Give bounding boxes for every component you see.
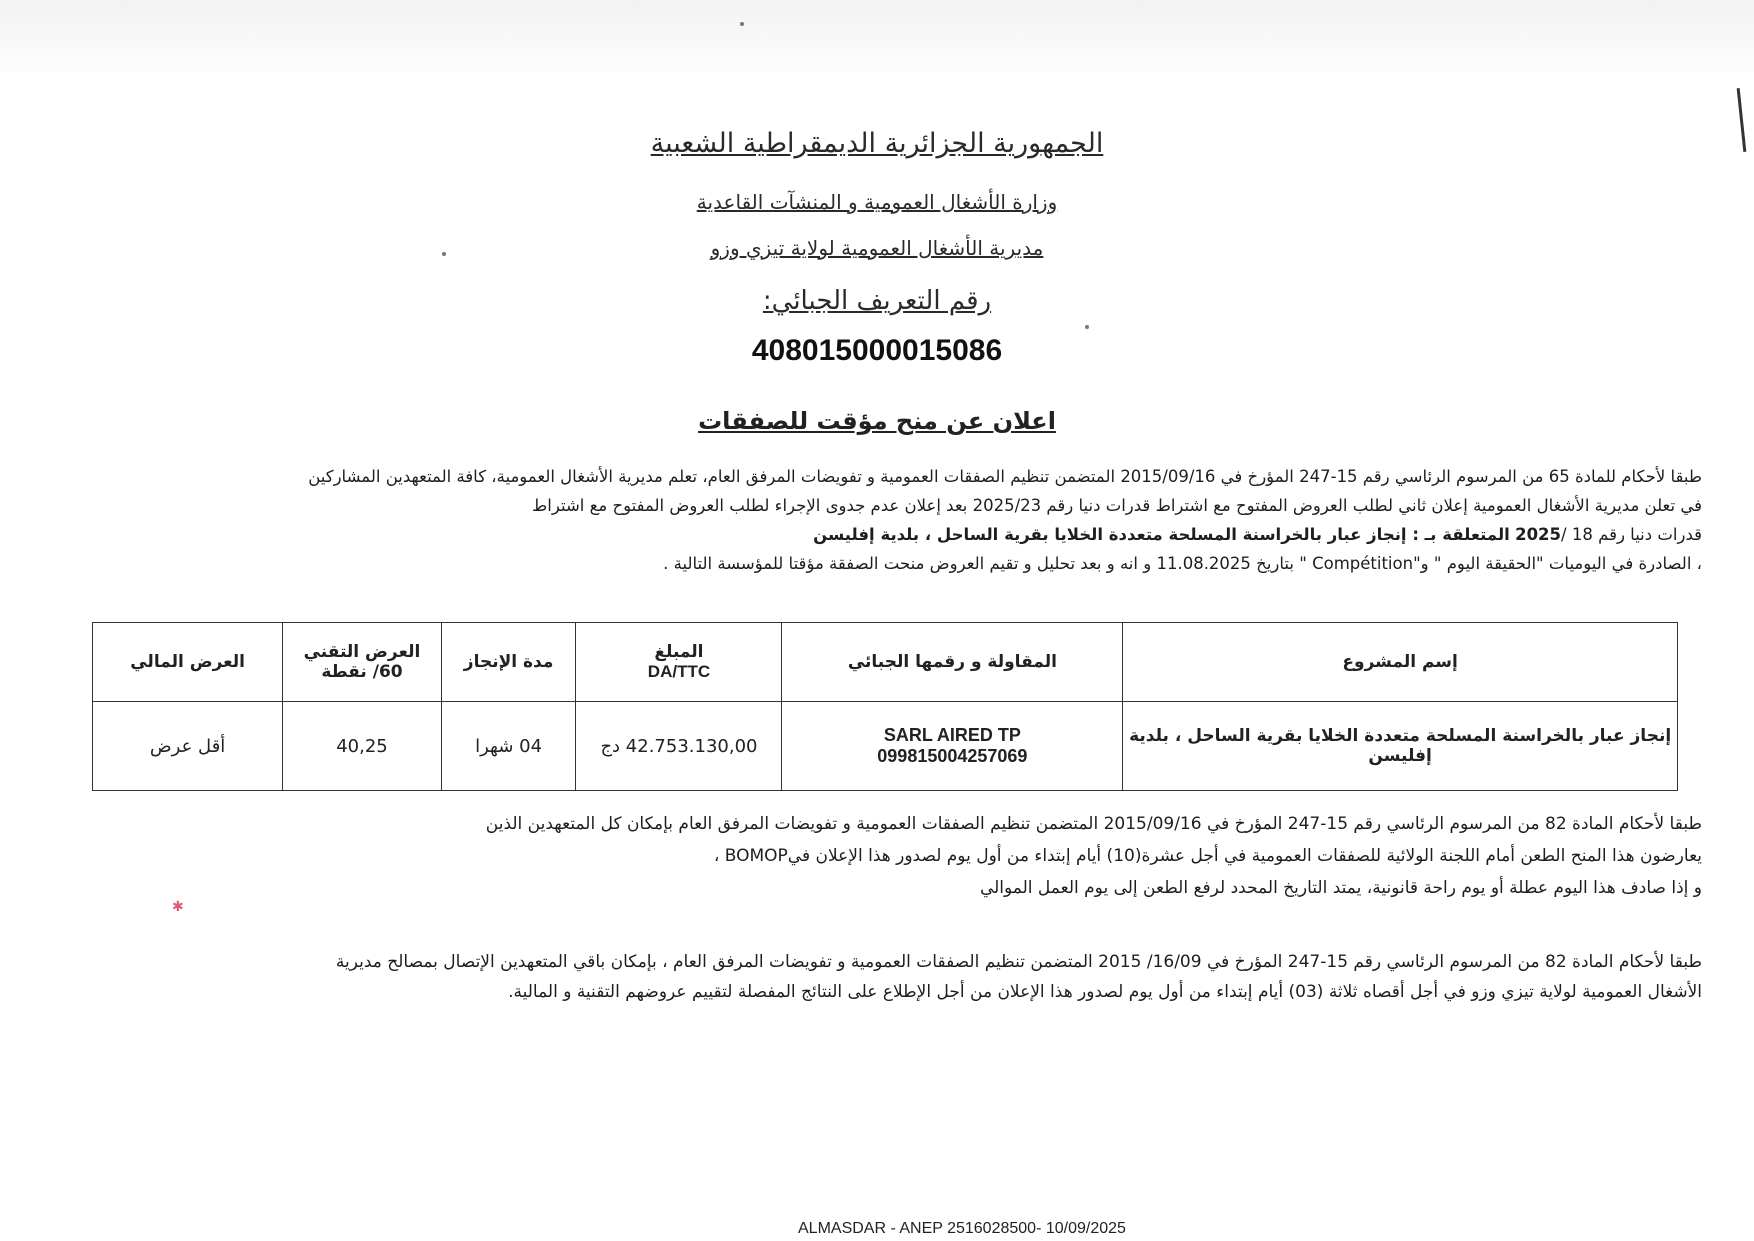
contact-line: طبقا لأحكام المادة 82 من المرسوم الرئاسي رقم 15-247 المؤرخ في 16/09/ 2015 المتضمن تنظيم الصفقات العمومية و تفويضات المرفق العام ، بإمكان باقي المتعهدين الإتصال بمصالح مديرية — [335, 952, 1702, 972]
cell-project: إنجاز عبار بالخراسنة المسلحة متعددة الخلايا بقرية الساحل ، بلدية إفليسن — [1123, 702, 1678, 791]
publication-footer: ALMASDAR - ANEP 2516028500- 10/09/2025 — [798, 1220, 1126, 1237]
cell-amount: 42.753.130,00 دج — [576, 702, 782, 791]
ministry-header: وزارة الأشغال العمومية و المنشآت القاعدية — [696, 190, 1058, 214]
contact-line: الأشغال العمومية لولاية تيزي وزو في أجل أقصاه ثلاثة (03) أيام إبتداء من أول يوم لصدور هذا الإعلان من أجل الإطلاع على النتائج المفصلة لتقييم عروضهم التقنية و المالية. — [508, 982, 1702, 1002]
header-amount — [576, 623, 782, 702]
header-project: إسم المشروع — [1123, 623, 1678, 702]
cell-duration: 04 شهرا — [441, 702, 576, 791]
intro-year: 2025 — [1515, 525, 1562, 544]
header-technical-label: العرض التقني — [303, 642, 421, 662]
tax-id-label: رقم التعريف الجبائي: — [762, 286, 992, 316]
header-amount-unit: DA/TTC — [647, 662, 711, 681]
header-amount-label: المبلغ — [654, 642, 704, 662]
header-duration: مدة الإنجاز — [441, 623, 576, 702]
intro-project-ref: المتعلقة بـ : إنجاز عبار بالخراسنة المسلحة متعددة الخلايا بقرية الساحل ، بلدية إفليسن — [813, 525, 1510, 544]
appeal-paragraph — [200, 808, 1702, 904]
header-technical — [283, 623, 442, 702]
republic-header: الجمهورية الجزائرية الديمقراطية الشعبية — [650, 128, 1104, 159]
header-financial: العرض المالي — [93, 623, 283, 702]
table-row — [93, 702, 1678, 791]
table-header-row — [93, 623, 1678, 702]
award-table — [92, 622, 1678, 791]
cell-technical: 40,25 — [283, 702, 442, 791]
award-table-wrapper — [92, 622, 1678, 791]
appeal-line: يعارضون هذا المنح الطعن أمام اللجنة الولائية للصفقات العمومية في أجل عشرة(10) أيام إبتداء من أول يوم لصدور هذا الإعلان فيBOMOP ، — [713, 846, 1702, 866]
intro-line: ، الصادرة في اليوميات "الحقيقة اليوم " و"Compétition " بتاريخ 11.08.2025 و انه و بعد تحليل و تقيم العروض منحت الصفقة مؤقتا للمؤسسة التالية . — [663, 554, 1702, 573]
company-tax-id: 099815004257069 — [877, 746, 1028, 766]
intro-line: طبقا لأحكام للمادة 65 من المرسوم الرئاسي رقم 15-247 المؤرخ في 2015/09/16 المتضمن تنظيم الصفقات العمومية و تفويضات المرفق العام، تعلم مديرية الأشغال العمومية، كافة المتعهدين المشاركين — [308, 467, 1702, 486]
cell-company — [782, 702, 1123, 791]
intro-line: في تعلن مديرية الأشغال العمومية إعلان ثاني لطلب العروض المفتوح مع اشتراط قدرات دنيا رقم 2025/23 بعد إعلان عدم جدوى الإجراء لطلب العروض المفتوح مع اشتراط — [532, 496, 1702, 515]
intro-paragraph — [90, 462, 1702, 578]
cell-financial: أقل عرض — [93, 702, 283, 791]
appeal-line: و إذا صادف هذا اليوم عطلة أو يوم راحة قانونية، يمتد التاريخ المحدد لرفع الطعن إلى يوم العمل الموالي — [979, 878, 1702, 898]
intro-line — [90, 520, 1702, 549]
announcement-title: اعلان عن منح مؤقت للصفقات — [698, 407, 1056, 435]
tax-id-number: 408015000015086 — [751, 334, 1003, 367]
ink-mark: ✱ — [172, 899, 184, 915]
company-name: SARL AIRED TP — [883, 725, 1021, 745]
intro-line-part: قدرات دنيا رقم 18 / — [1561, 525, 1702, 544]
header-company: المقاولة و رقمها الجبائي — [782, 623, 1123, 702]
contact-paragraph — [60, 947, 1702, 1007]
directorate-header: مديرية الأشغال العمومية لولاية تيزي وزو — [710, 236, 1044, 260]
appeal-line: طبقا لأحكام المادة 82 من المرسوم الرئاسي رقم 15-247 المؤرخ في 2015/09/16 المتضمن تنظيم الصفقات العمومية و تفويضات المرفق العام بإمكان كل المتعهدين الذين — [485, 814, 1702, 834]
header-technical-scale: 60/ نقطة — [321, 662, 403, 682]
